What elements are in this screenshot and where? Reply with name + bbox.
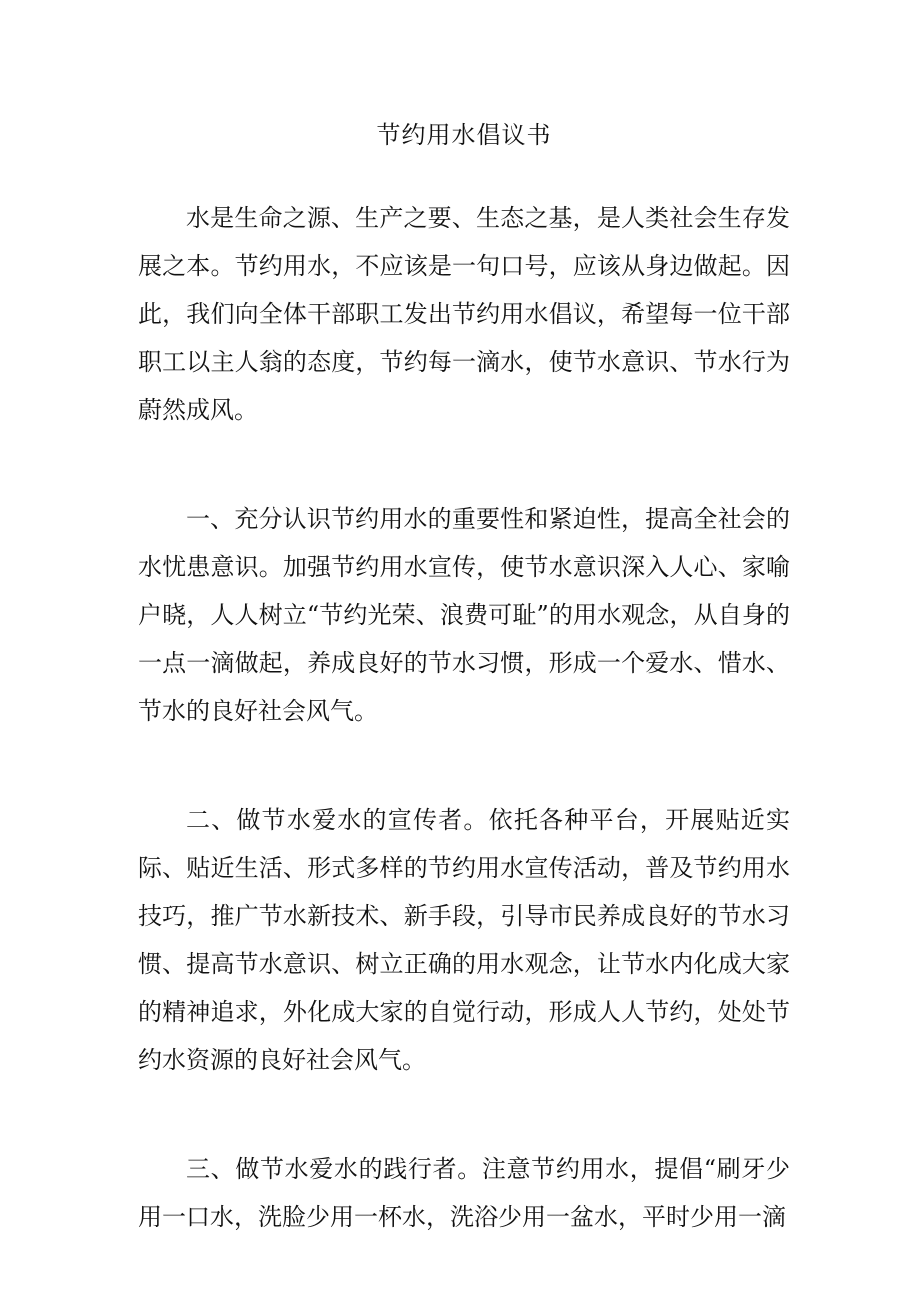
point-three-paragraph: 三、做节水爱水的践行者。注意节约用水，提倡“刷牙少用一口水，洗脸少用一杯水，洗浴少用一盆水，平时少用一滴 xyxy=(138,1155,790,1231)
document-title: 节约用水倡议书 xyxy=(376,121,552,149)
point-one-paragraph: 一、充分认识节约用水的重要性和紧迫性，提高全社会的水忧患意识。加强节约用水宣传，使节水意识深入人心、家喻户晓，人人树立“节约光荣、浪费可耻”的用水观念，从自身的一点一滴做起，养成良好的节水习惯，形成一个爱水、惜水、节水的良好社会风气。 xyxy=(138,505,790,725)
point-two-paragraph: 二、做节水爱水的宣传者。依托各种平台，开展贴近实际、贴近生活、形式多样的节约用水宣传活动，普及节约用水技巧，推广节水新技术、新手段，引导市民养成良好的节水习惯、提高节水意识、树立正确的用水观念，让节水内化成大家的精神追求，外化成大家的自觉行动，形成人人节约，处处节约水资源的良好社会风气。 xyxy=(138,806,790,1074)
intro-paragraph: 水是生命之源、生产之要、生态之基，是人类社会生存发展之本。节约用水，不应该是一句口号，应该从身边做起。因此，我们向全体干部职工发出节约用水倡议，希望每一位干部职工以主人翁的态度，节约每一滴水，使节水意识、节水行为蔚然成风。 xyxy=(138,204,790,424)
